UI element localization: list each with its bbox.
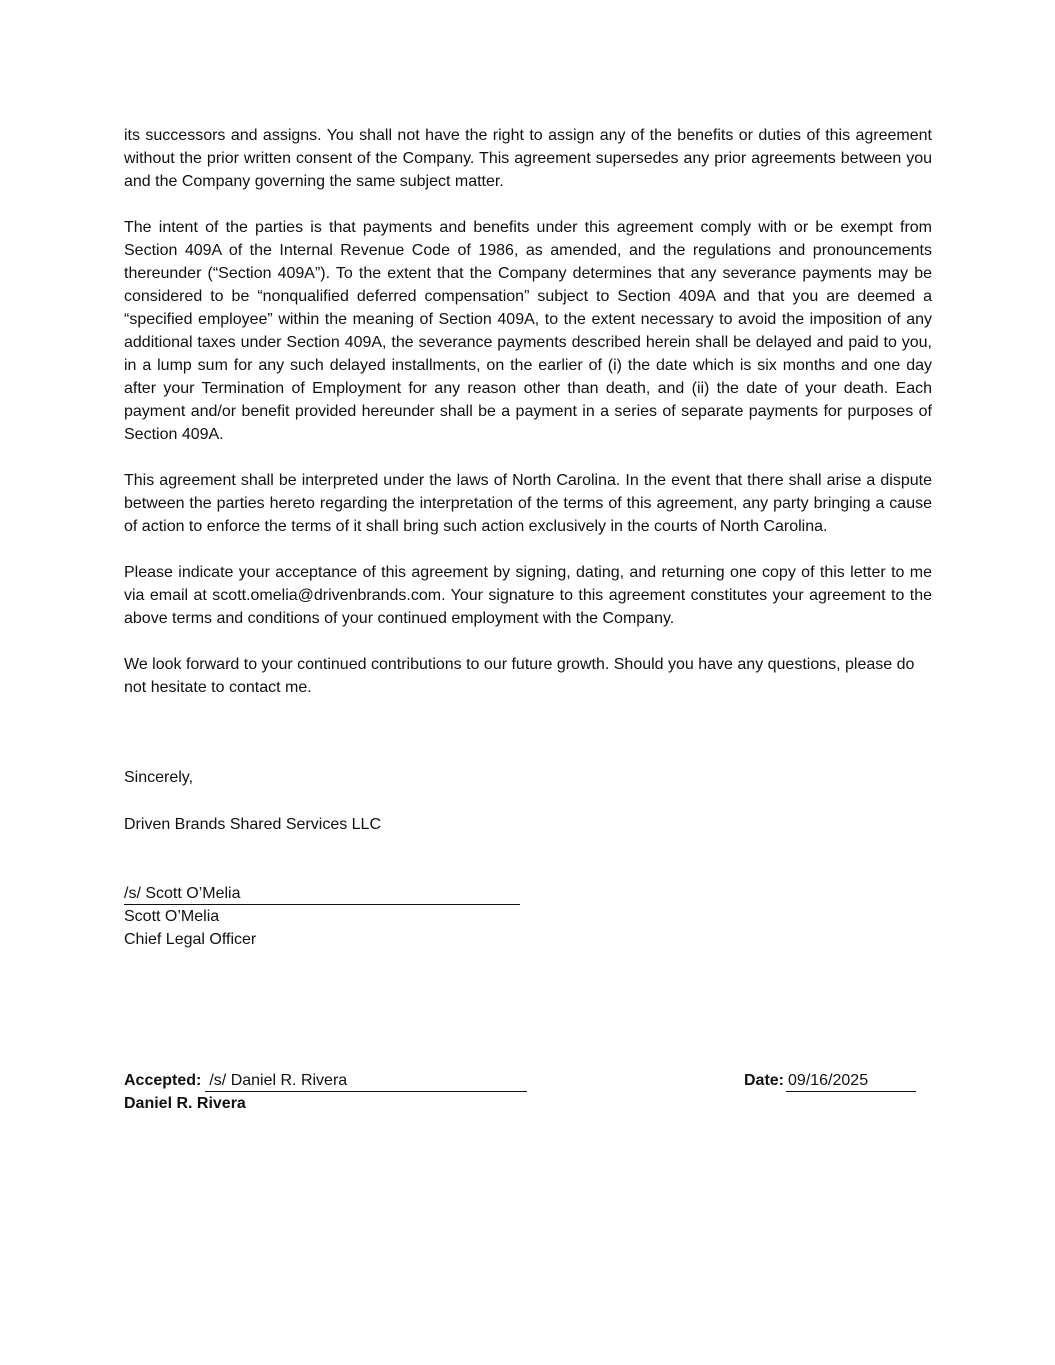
paragraph-assignment: its successors and assigns. You shall not have the right to assign any of the benefits or duties of this agreement without the prior written consent of the Company. This agreement supersedes any prior agreements between you and the Company governing the same subject matter. <box>124 127 932 190</box>
date-field <box>744 1069 916 1092</box>
paragraph-governing-law: This agreement shall be interpreted under the laws of North Carolina. In the event that there shall arise a dispute between the parties hereto regarding the interpretation of the terms of this agreement, any party bringing a cause of action to enforce the terms of it shall bring such action exclusively in the courts of North Carolina. <box>124 472 932 535</box>
closing-salutation: Sincerely, <box>124 769 194 786</box>
letter-body <box>124 124 932 722</box>
acceptance-block <box>124 1069 922 1115</box>
signatory-title: Chief Legal Officer <box>124 931 257 948</box>
paragraph-section-409a: The intent of the parties is that payments and benefits under this agreement comply with or be exempt from Section 409A of the Internal Revenue Code of 1986, as amended, and the regulations and pronouncements thereunder (“Section 409A”). To the extent that the Company determines that any severance payments may be considered to be “nonqualified deferred compensation” subject to Section 409A and that you are deemed a “specified employee” within the meaning of Section 409A, to the extent necessary to avoid the imposition of any additional taxes under Section 409A, the severance payments described herein shall be delayed and paid to you, in a lump sum for any such delayed installments, on the earlier of (i) the date which is six months and one day after your Termination of Employment for any reason other than death, and (ii) the date of your death. Each payment and/or benefit provided hereunder shall be a payment in a series of separate payments for purposes of Section 409A. <box>124 219 932 443</box>
signatory-name: Scott O’Melia <box>124 908 220 925</box>
accepted-name: Daniel R. Rivera <box>124 1095 246 1112</box>
paragraph-acceptance-instructions: Please indicate your acceptance of this agreement by signing, dating, and returning one copy of this letter to me via email at scott.omelia@drivenbrands.com. Your signature to this agreement constitutes your agreement to the above terms and conditions of your continued employment with the Company. <box>124 564 932 627</box>
company-name: Driven Brands Shared Services LLC <box>124 816 382 833</box>
paragraph-closing-remarks: We look forward to your continued contributions to our future growth. Should you have any questions, please do not hesitate to contact me. <box>124 656 915 696</box>
date-value: 09/16/2025 <box>788 1072 869 1089</box>
accepted-signature-text: /s/ Daniel R. Rivera <box>209 1072 348 1089</box>
accepted-label: Accepted: <box>124 1072 202 1089</box>
accepted-signature <box>205 1071 527 1092</box>
signatory-signature: /s/ Scott O’Melia <box>124 884 520 905</box>
date-label: Date: <box>744 1072 785 1089</box>
signatory-block <box>124 882 520 951</box>
date-value-line <box>786 1071 916 1092</box>
